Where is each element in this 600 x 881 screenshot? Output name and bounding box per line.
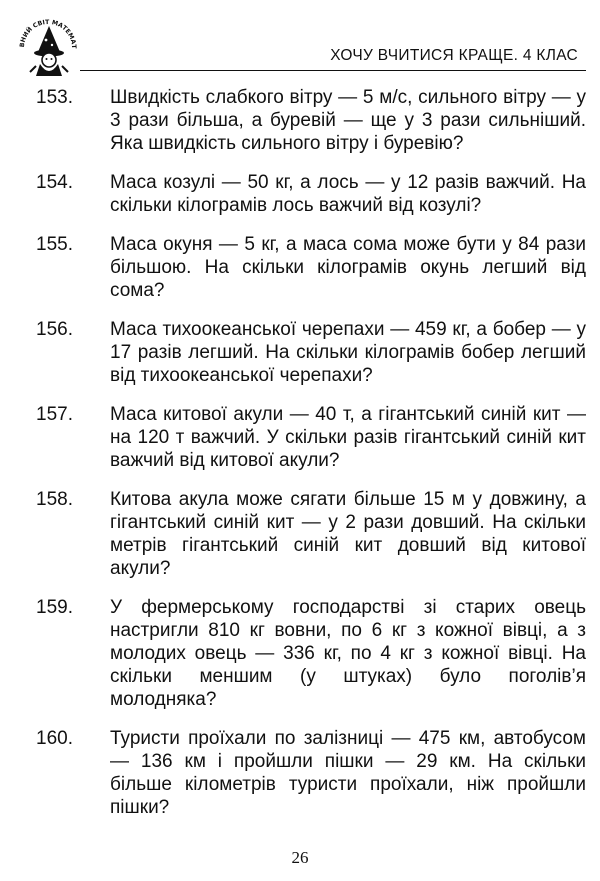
problem-text: Китова акула може сягати більше 15 м у довжину, а гігантський синій кит — у 2 рази довший. На скільки метрів гігантський синій кит довший від китової акули?	[110, 489, 586, 579]
problem-text: Маса козулі — 50 кг, а лось — у 12 разів важчий. На скільки кілограмів лось важчий від козулі?	[110, 172, 586, 216]
problem-number: 156.	[36, 319, 73, 340]
problem-item	[36, 596, 586, 711]
problem-text: Маса китової акули — 40 т, а гігантський синій кит — на 120 т важчий. У скільки разів гігантський синій кит важчий від китової акули?	[110, 404, 586, 471]
problem-text: Маса тихоокеанської черепахи — 459 кг, а бобер — у 17 разів легший. На скільки кілограмів бобер легший від тихоокеанської черепахи?	[110, 319, 586, 386]
problem-number: 153.	[36, 87, 73, 108]
header-divider	[80, 70, 586, 71]
header-title: ХОЧУ ВЧИТИСЯ КРАЩЕ. 4 КЛАС	[330, 47, 578, 64]
problem-number: 157.	[36, 404, 73, 425]
problem-item	[36, 233, 586, 302]
problem-item	[36, 86, 586, 155]
problem-item	[36, 403, 586, 472]
page-header	[14, 14, 586, 76]
problem-item	[36, 318, 586, 387]
problem-item	[36, 727, 586, 819]
problem-text: Швидкість слабкого вітру — 5 м/с, сильного вітру — у 3 рази більша, а буревій — ще у 3 рази сильніший. Яка швидкість сильного вітру і буревію?	[110, 87, 586, 154]
problem-number: 159.	[36, 597, 73, 618]
series-logo	[16, 14, 80, 78]
problem-text: Туристи проїхали по залізниці — 475 км, автобусом — 136 км і пройшли пішки — 29 км. На скільки більше кілометрів туристи проїхали, ніж пройшли пішки?	[110, 728, 586, 818]
problem-number: 155.	[36, 234, 73, 255]
problem-number: 158.	[36, 489, 73, 510]
problem-item	[36, 171, 586, 217]
problem-number: 160.	[36, 728, 73, 749]
logo-arc-text: ВНИЙ СВІТ МАТЕМАТ	[18, 18, 78, 49]
wizard-logo-icon	[16, 14, 80, 78]
problem-text: У фермерському господарстві зі старих овець настригли 810 кг вовни, по 6 кг з кожної вівці, а з молодих овець — 336 кг, по 4 кг з кожної вівці. На скільки меншим (у штуках) було поголів’я молодняка?	[110, 597, 586, 710]
problem-text: Маса окуня — 5 кг, а маса сома може бути у 84 рази більшою. На скільки кілограмів окунь легший від сома?	[110, 234, 586, 301]
page-number: 26	[291, 848, 309, 867]
problem-item	[36, 488, 586, 580]
problem-number: 154.	[36, 172, 73, 193]
problem-list	[36, 86, 586, 835]
